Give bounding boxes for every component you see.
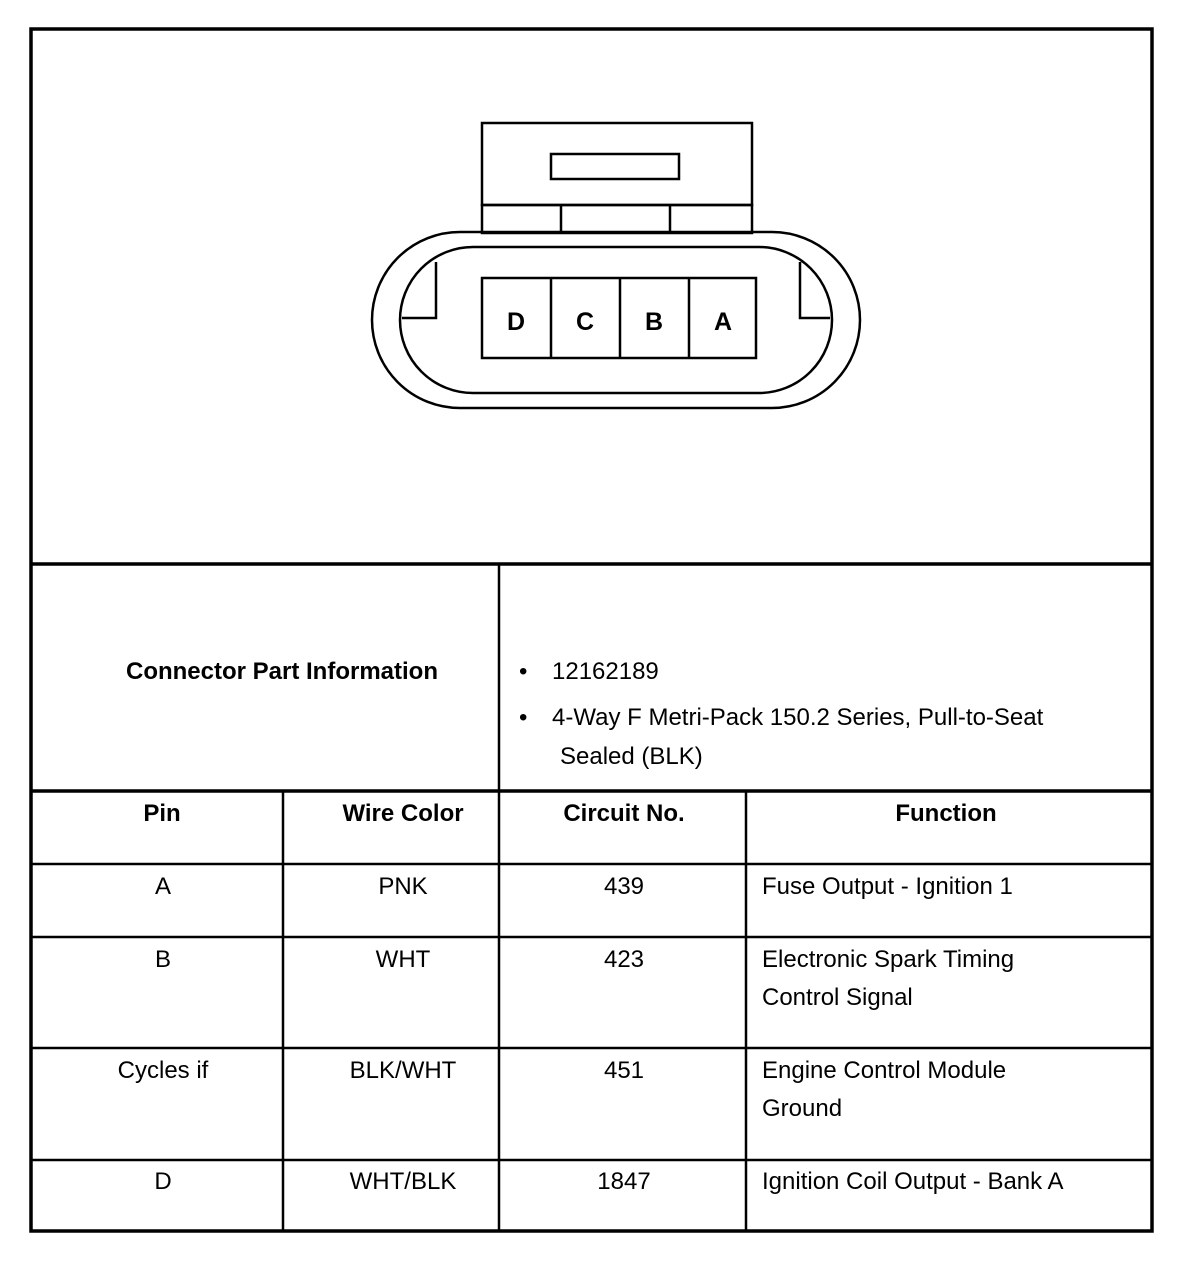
connector-outer-shell [372, 232, 860, 408]
cell-function: Fuse Output - Ignition 1 [762, 873, 1013, 900]
table-row [154, 1168, 1063, 1195]
cell-function: Engine Control Module [762, 1057, 1007, 1084]
cell-pin: D [154, 1168, 172, 1195]
part-description-line-1: 4-Way F Metri-Pack 150.2 Series, Pull-to-Seat [552, 704, 1044, 731]
connector-inner-shell [400, 247, 832, 393]
table-row [118, 1057, 1007, 1122]
part-info-label: Connector Part Information [125, 658, 439, 685]
cell-circuit: 1847 [597, 1168, 651, 1195]
outer-frame [31, 29, 1152, 1231]
cell-wire-color: BLK/WHT [349, 1057, 457, 1084]
latch-base [482, 205, 752, 233]
header-function: Function [895, 800, 997, 827]
cell-function-cont: Ground [762, 1095, 843, 1122]
bullet-1: • [519, 658, 528, 685]
cell-pin: B [154, 946, 172, 973]
pin-label-a: A [713, 308, 733, 336]
header-pin: Pin [143, 800, 181, 827]
connector-diagram [372, 123, 860, 408]
cell-function: Electronic Spark Timing [762, 946, 1015, 973]
header-wire-color: Wire Color [342, 800, 464, 827]
cell-wire-color: WHT/BLK [349, 1168, 457, 1195]
cell-pin: Cycles if [117, 1057, 209, 1084]
cell-pin: A [154, 873, 172, 900]
pin-table-grid [31, 791, 1152, 1231]
cell-function-cont: Control Signal [762, 984, 913, 1011]
bullet-2: • [519, 704, 528, 731]
cell-circuit: 439 [603, 873, 645, 900]
cell-wire-color: PNK [378, 873, 428, 900]
latch-housing [482, 123, 752, 205]
pin-label-d: D [506, 308, 526, 336]
cell-circuit: 423 [603, 946, 645, 973]
cell-function: Ignition Coil Output - Bank A [762, 1168, 1064, 1195]
pin-label-b: B [644, 308, 664, 336]
part-number: 12162189 [552, 658, 659, 685]
cell-wire-color: WHT [375, 946, 431, 973]
part-description-line-2: Sealed (BLK) [560, 743, 703, 770]
cell-circuit: 451 [603, 1057, 645, 1084]
header-circuit-no: Circuit No. [563, 800, 685, 827]
latch-slot [551, 154, 679, 179]
pin-label-c: C [575, 308, 595, 336]
